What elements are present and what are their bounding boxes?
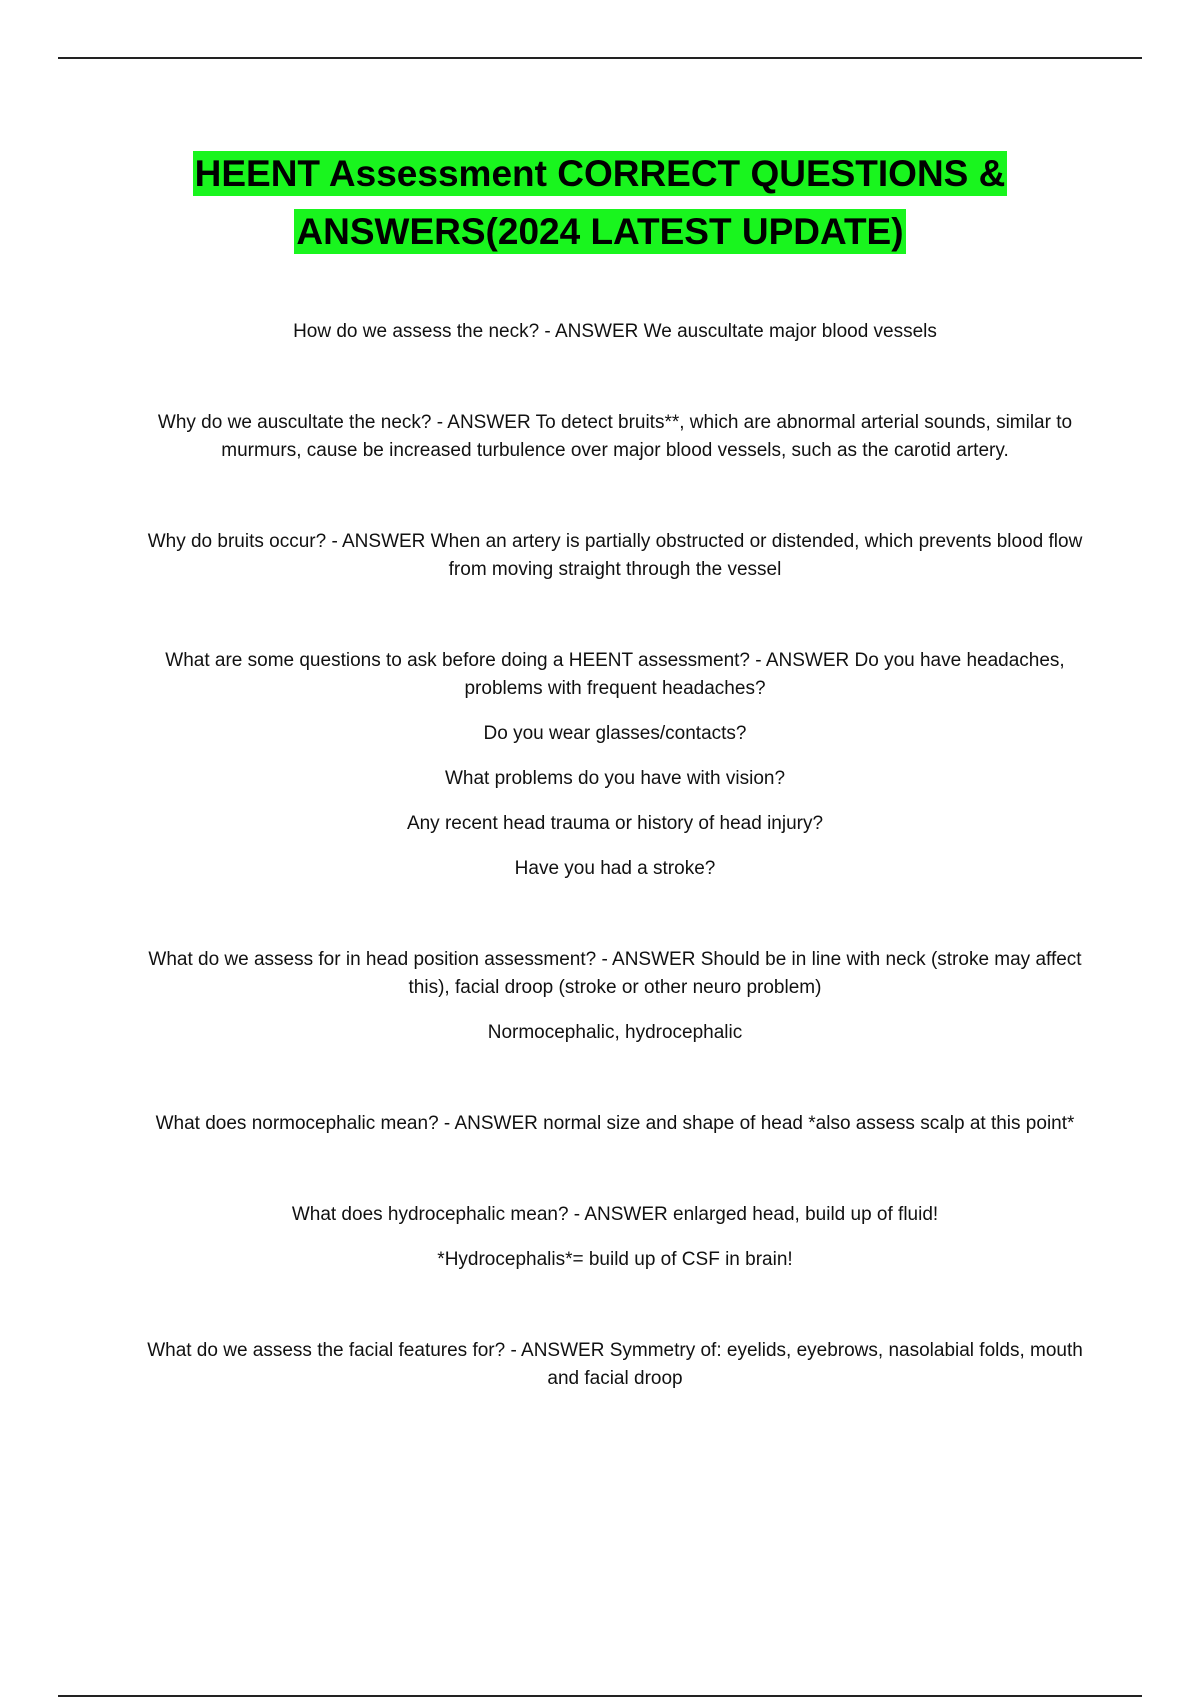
qa-paragraph: Any recent head trauma or history of head injury? — [406, 813, 824, 834]
qa-item — [145, 1337, 1085, 1393]
qa-paragraph: What are some questions to ask before doing a HEENT assessment? - ANSWER Do you have headaches, problems with frequent headaches? — [165, 650, 1065, 699]
qa-paragraph: What problems do you have with vision? — [444, 768, 786, 789]
qa-paragraph: What does normocephalic mean? - ANSWER normal size and shape of head *also assess scalp at this point* — [155, 1113, 1075, 1134]
qa-paragraph: What do we assess for in head position assessment? - ANSWER Should be in line with neck (stroke may affect this), facial droop (stroke or other neuro problem) — [148, 949, 1082, 998]
qa-item — [145, 1201, 1085, 1274]
qa-paragraph: Why do bruits occur? - ANSWER When an artery is partially obstructed or distended, which prevents blood flow from moving straight through the vessel — [147, 531, 1083, 580]
qa-paragraph: What do we assess the facial features for? - ANSWER Symmetry of: eyelids, eyebrows, nasolabial folds, mouth and facial droop — [147, 1340, 1083, 1389]
qa-list — [145, 318, 1085, 1456]
title-highlight-line-2: ANSWERS(2024 LATEST UPDATE) — [296, 211, 904, 252]
footer-rule — [58, 1695, 1142, 1697]
qa-paragraph: Why do we auscultate the neck? - ANSWER To detect bruits**, which are abnormal arterial sounds, similar to murmurs, cause be increased turbulence over major blood vessels, such as the carotid artery. — [157, 412, 1073, 461]
document-title — [100, 145, 1100, 261]
qa-paragraph: What does hydrocephalic mean? - ANSWER enlarged head, build up of fluid! — [291, 1204, 939, 1225]
qa-paragraph: Do you wear glasses/contacts? — [483, 723, 747, 744]
header-rule — [58, 57, 1142, 59]
qa-paragraph: Have you had a stroke? — [514, 858, 716, 879]
qa-item — [145, 318, 1085, 346]
qa-item — [145, 528, 1085, 584]
title-highlight-line-1: HEENT Assessment CORRECT QUESTIONS & — [194, 153, 1006, 194]
qa-item — [145, 409, 1085, 465]
qa-paragraph: *Hydrocephalis*= build up of CSF in brain! — [437, 1249, 793, 1270]
qa-item — [145, 1110, 1085, 1138]
qa-paragraph: How do we assess the neck? - ANSWER We auscultate major blood vessels — [293, 321, 937, 342]
qa-paragraph: Normocephalic, hydrocephalic — [487, 1022, 743, 1043]
qa-item — [145, 647, 1085, 883]
qa-item — [145, 946, 1085, 1047]
